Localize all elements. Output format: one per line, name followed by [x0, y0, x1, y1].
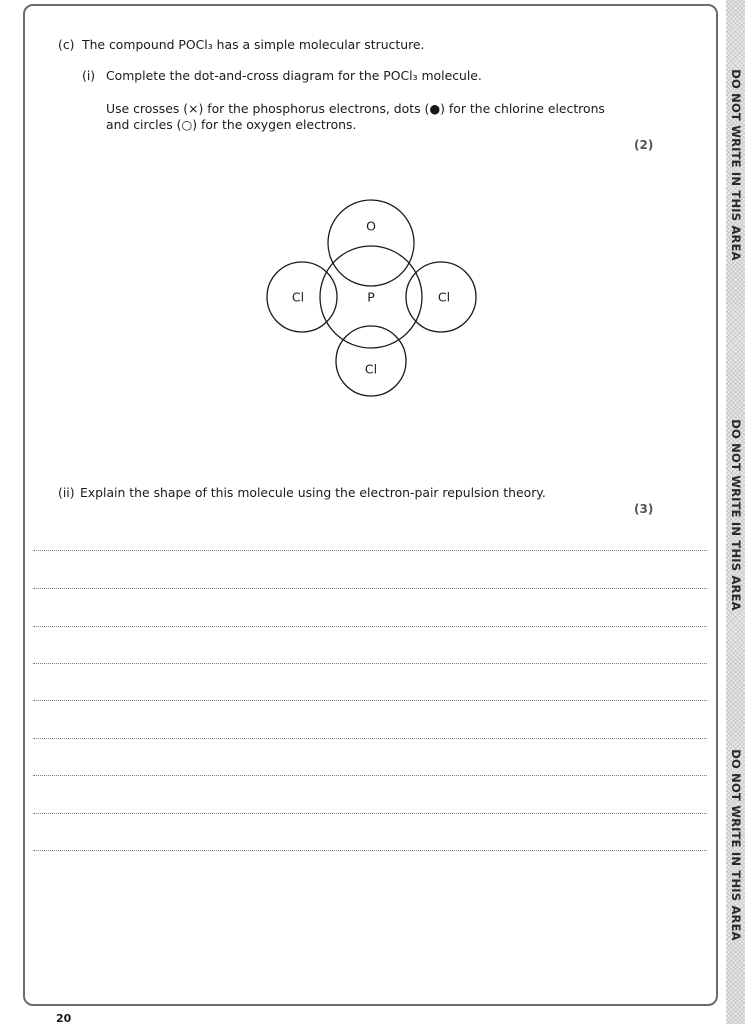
page-number: 20: [56, 1012, 72, 1025]
dot-and-cross-diagram[interactable]: [260, 195, 490, 425]
margin-warning-label: DO NOT WRITE IN THIS AREA: [729, 419, 743, 611]
answer-line[interactable]: [33, 850, 707, 851]
part-ii-marks: (3): [634, 502, 654, 516]
part-i-label: (i): [82, 68, 96, 83]
oxygen-label: O: [366, 218, 376, 234]
chlorine-left-label: Cl: [291, 289, 305, 305]
margin-warning-label: DO NOT WRITE IN THIS AREA: [729, 749, 743, 941]
answer-box-frame: [23, 4, 718, 1006]
phosphorus-label: P: [367, 289, 375, 305]
answer-line[interactable]: [33, 813, 707, 814]
answer-line[interactable]: [33, 626, 707, 627]
part-i-text: Complete the dot-and-cross diagram for the POCl₃ molecule.: [106, 68, 482, 83]
oxygen-circle[interactable]: [328, 200, 414, 286]
part-i-marks: (2): [634, 138, 654, 152]
answer-line[interactable]: [33, 738, 707, 739]
answer-line[interactable]: [33, 775, 707, 776]
part-ii-label: (ii): [58, 485, 75, 500]
part-ii-text: Explain the shape of this molecule using the electron-pair repulsion theory.: [80, 485, 546, 500]
instructions-line-1: Use crosses (×) for the phosphorus electrons, dots (●) for the chlorine electrons: [106, 101, 605, 116]
chlorine-bottom-label: Cl: [364, 361, 378, 377]
instructions-line-2: and circles (○) for the oxygen electrons.: [106, 117, 357, 132]
margin-warning-label: DO NOT WRITE IN THIS AREA: [729, 69, 743, 261]
answer-line[interactable]: [33, 700, 707, 701]
answer-line[interactable]: [33, 588, 707, 589]
chlorine-right-label: Cl: [437, 289, 451, 305]
part-c-label: (c): [58, 37, 75, 52]
answer-line[interactable]: [33, 663, 707, 664]
part-c-text: The compound POCl₃ has a simple molecular structure.: [82, 37, 425, 52]
answer-line[interactable]: [33, 550, 707, 551]
